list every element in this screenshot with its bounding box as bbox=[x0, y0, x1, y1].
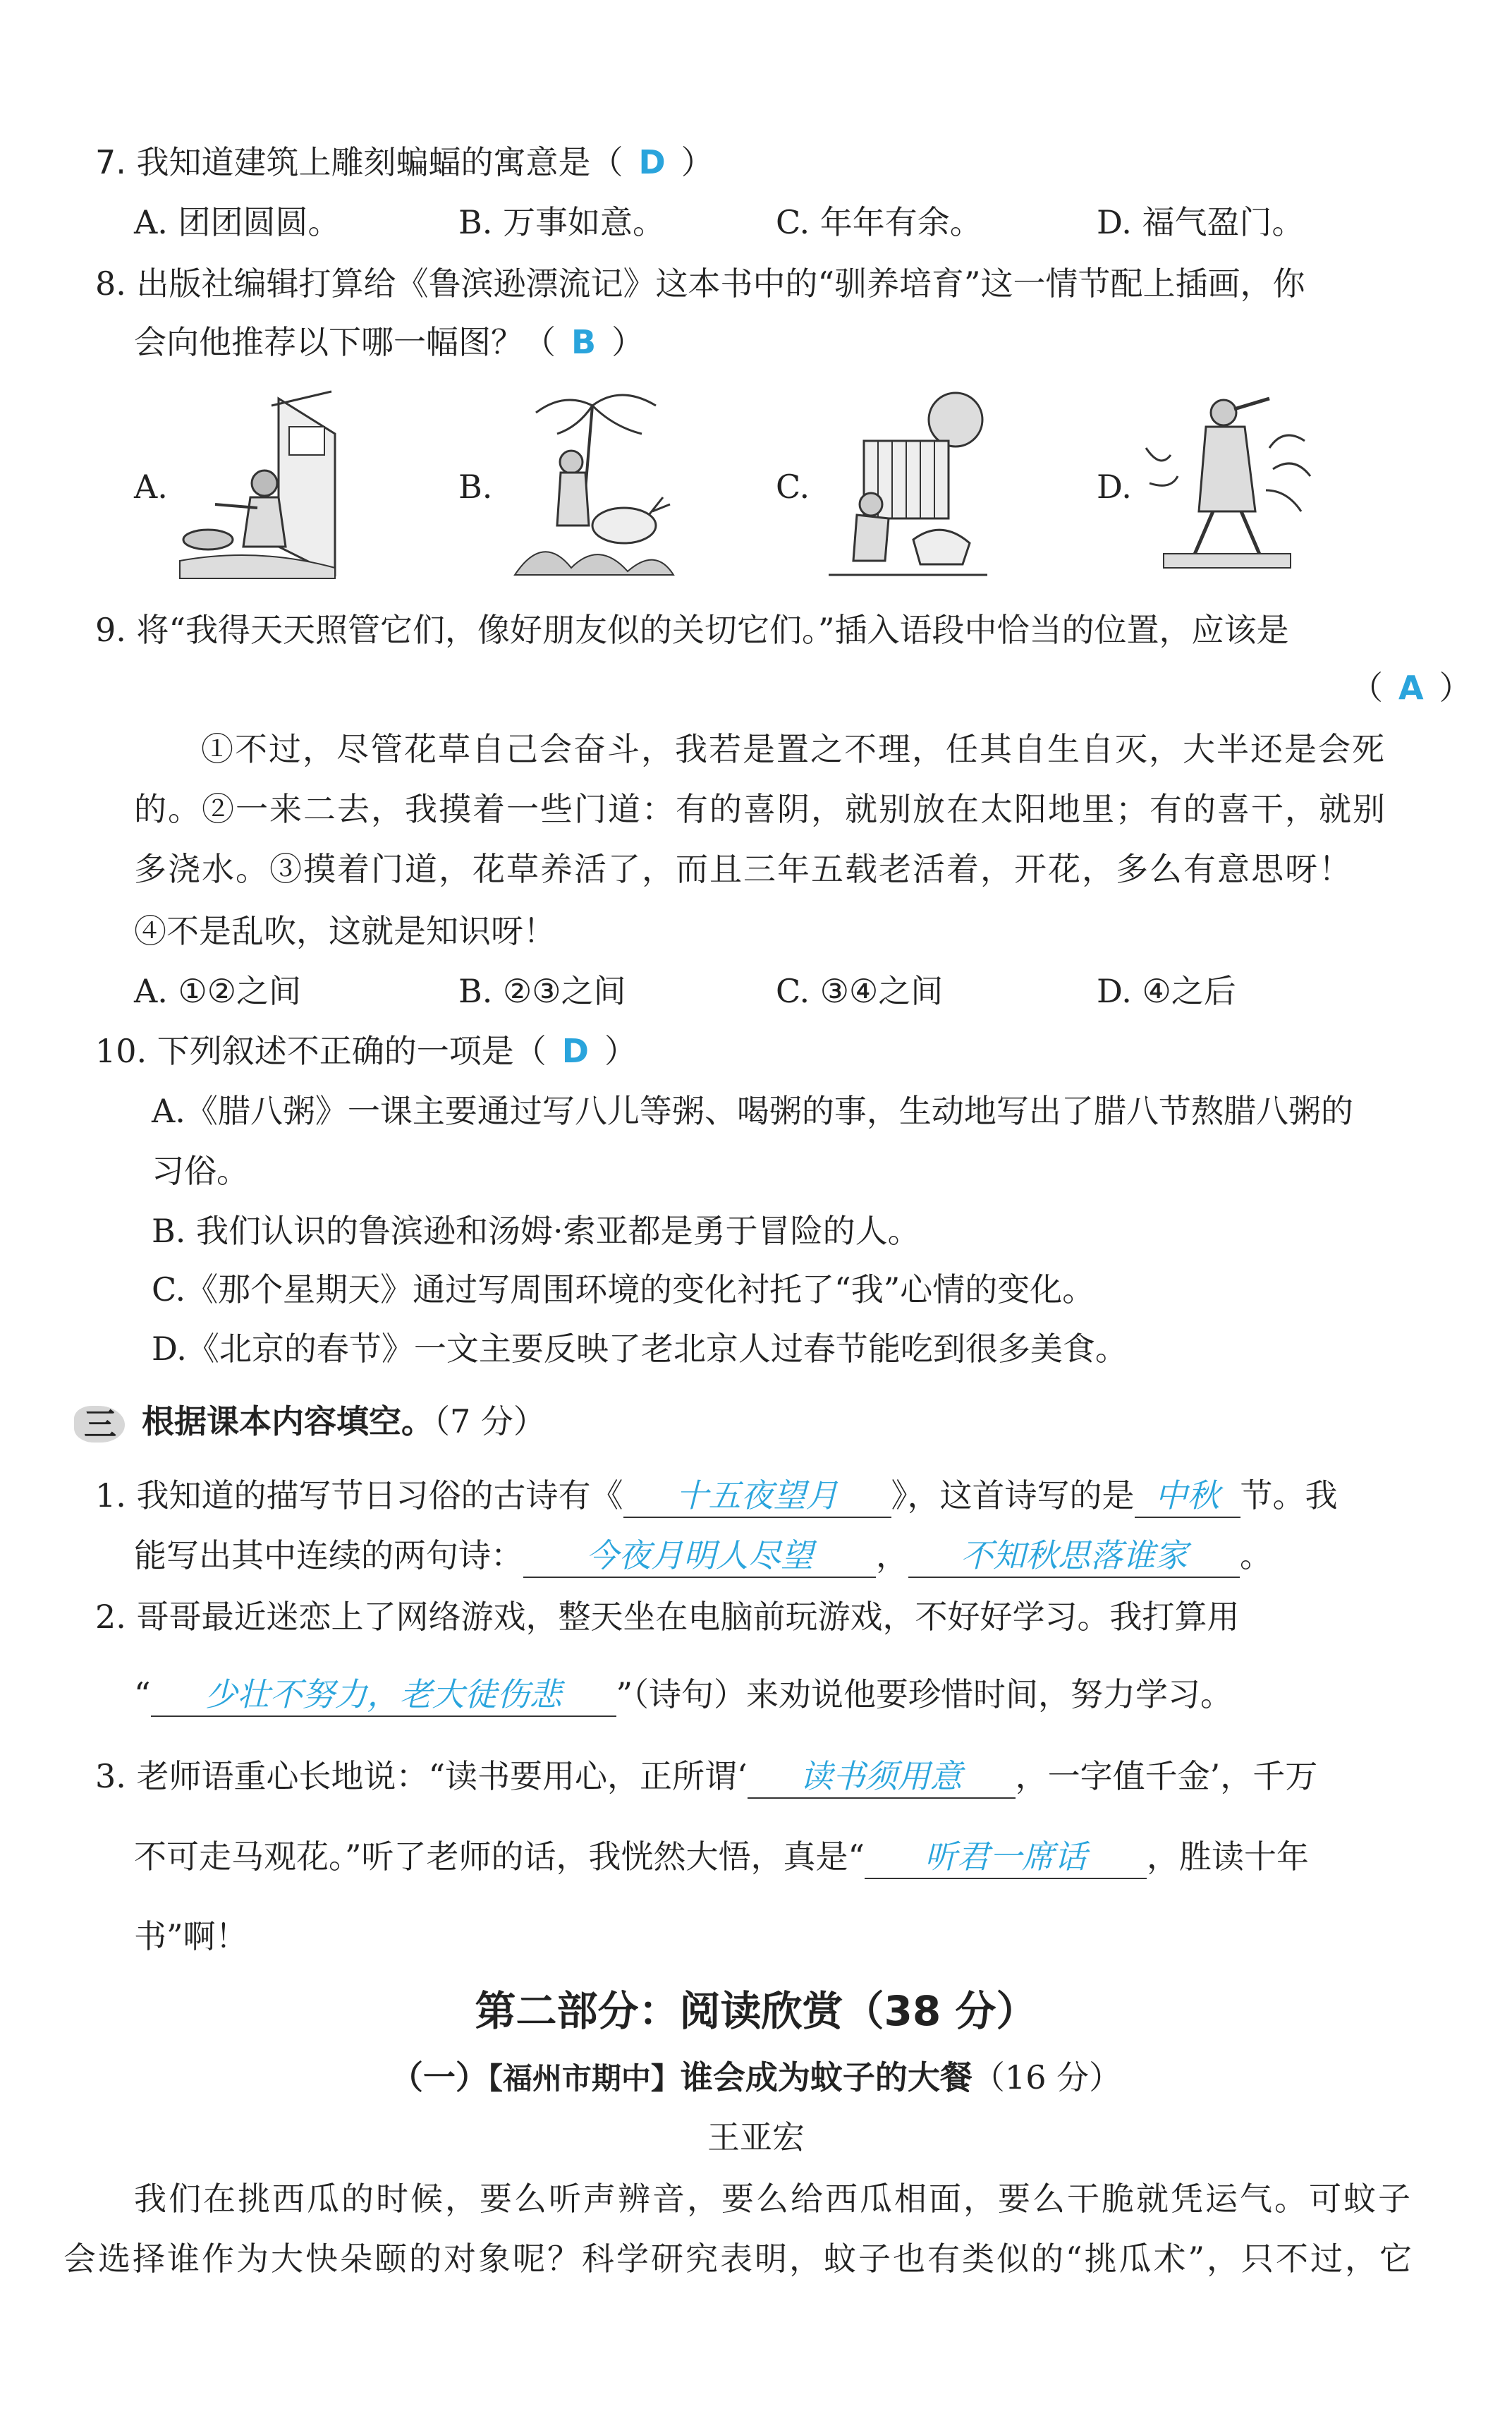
section-badge-number: 三 bbox=[84, 1405, 116, 1443]
q7-stem bbox=[95, 141, 714, 183]
fill1-text-f: 。 bbox=[1240, 1536, 1272, 1574]
fill1-blank-festival: 中秋 bbox=[1135, 1474, 1240, 1518]
q7-option-c: C. 年年有余。 bbox=[776, 203, 982, 241]
part2-paragraph-line-1: 我们在挑西瓜的时候，要么听声辨音，要么给西瓜相面，要么干脆就凭运气。可蚊子 bbox=[134, 2180, 1413, 2218]
q8-label-c: C. bbox=[776, 468, 810, 506]
fill1-text-a: 1. 我知道的描写节日习俗的古诗有《 bbox=[95, 1476, 623, 1514]
q9-answer-line bbox=[1351, 667, 1472, 709]
q7-option-b: B. 万事如意。 bbox=[458, 203, 666, 241]
q8-label-d: D. bbox=[1097, 468, 1132, 506]
q10-option-b: B. 我们认识的鲁滨逊和汤姆·索亚都是勇于冒险的人。 bbox=[152, 1212, 920, 1250]
fill3-text-a: 3. 老师语重心长地说：“读书要用心，正所谓‘ bbox=[95, 1757, 748, 1795]
q7-answer: D bbox=[638, 143, 666, 181]
q9-option-a: A. ①②之间 bbox=[134, 972, 301, 1010]
part2-sub-score: （16 分） bbox=[972, 2058, 1122, 2096]
fill1-blank-verse2: 不知秋思落谁家 bbox=[908, 1534, 1240, 1578]
fill2-blank-verse: 少壮不努力，老大徒伤悲 bbox=[151, 1673, 616, 1717]
part2-sub-title: 谁会成为蚊子的大餐 bbox=[680, 2058, 973, 2096]
fill1-text-b: 》，这首诗写的是 bbox=[891, 1476, 1135, 1514]
q10-close: ） bbox=[604, 1032, 637, 1070]
illustration-c-man-building bbox=[822, 384, 991, 582]
part2-paragraph-line-2: 会选择谁作为大快朵颐的对象呢？科学研究表明，蚊子也有类似的“挑瓜术”，只不过，它 bbox=[63, 2240, 1415, 2278]
illustration-b-man-with-goat bbox=[508, 384, 677, 582]
q10-option-a: A.《腊八粥》一课主要通过写八儿等粥、喝粥的事，生动地写出了腊八节熬腊八粥的 bbox=[152, 1092, 1353, 1130]
q8-line2 bbox=[134, 321, 644, 363]
q10-answer: D bbox=[561, 1032, 589, 1070]
fill2-text-c: ”（诗句）来劝说他要珍惜时间，努力学习。 bbox=[616, 1675, 1233, 1713]
q9-passage-line-2: 的。②一来二去，我摸着一些门道：有的喜阴，就别放在太阳地里；有的喜干，就别 bbox=[134, 790, 1386, 828]
q9-option-d: D. ④之后 bbox=[1097, 972, 1236, 1010]
q7-close: ） bbox=[681, 143, 714, 181]
q9-option-c: C. ③④之间 bbox=[776, 972, 944, 1010]
section3-heading bbox=[74, 1400, 546, 1445]
fill1-line2 bbox=[134, 1534, 1272, 1578]
q8-line2-text: 会向他推荐以下哪一幅图？（ bbox=[134, 323, 556, 361]
q9-option-b: B. ②③之间 bbox=[458, 972, 626, 1010]
q10-stem bbox=[95, 1030, 637, 1072]
q9-passage-line-1: ①不过，尽管花草自己会奋斗，我若是置之不理，任其自生自灭，大半还是会死 bbox=[201, 730, 1386, 768]
q7-stem-text: 7. 我知道建筑上雕刻蝙蝠的寓意是（ bbox=[95, 143, 623, 181]
fill1-blank-verse1: 今夜月明人尽望 bbox=[523, 1534, 876, 1578]
q10-stem-text: 10. 下列叙述不正确的一项是（ bbox=[95, 1032, 547, 1070]
fill1-text-c: 节。我 bbox=[1240, 1476, 1338, 1514]
q10-option-d: D.《北京的春节》一文主要反映了老北京人过春节能吃到很多美食。 bbox=[152, 1330, 1128, 1368]
fill1-text-d: 能写出其中连续的两句诗： bbox=[134, 1536, 523, 1574]
q9-answer-close: ） bbox=[1439, 669, 1472, 707]
q8-answer: B bbox=[571, 323, 597, 361]
fill3-blank-saying2: 听君一席话 bbox=[865, 1835, 1147, 1879]
fill1-line1 bbox=[95, 1474, 1338, 1518]
fill3-blank-saying1: 读书须用意 bbox=[748, 1755, 1016, 1799]
q8-label-a: A. bbox=[134, 468, 168, 506]
fill2-line2 bbox=[134, 1673, 1233, 1717]
fill3-line3: 书”啊！ bbox=[134, 1917, 248, 1955]
q10-option-c: C.《那个星期天》通过写周围环境的变化衬托了“我”心情的变化。 bbox=[152, 1270, 1095, 1308]
part2-title: 第二部分：阅读欣赏（38 分） bbox=[475, 1987, 1037, 2035]
q7-option-d: D. 福气盈门。 bbox=[1097, 203, 1305, 241]
q9-passage-line-3: 多浇水。③摸着门道，花草养活了，而且三年五载老活着，开花，多么有意思呀！ bbox=[134, 850, 1353, 888]
fill1-text-e: ， bbox=[876, 1536, 908, 1574]
q9-answer-open: （ bbox=[1351, 669, 1383, 707]
q7-option-a: A. 团团圆圆。 bbox=[134, 203, 341, 241]
fill3-line2 bbox=[134, 1835, 1309, 1879]
fill3-text-c: 不可走马观花。”听了老师的话，我恍然大悟，真是“ bbox=[134, 1838, 865, 1876]
section3-title: 根据课本内容填空。 bbox=[142, 1402, 434, 1440]
q9-stem: 9. 将“我得天天照管它们，像好朋友似的关切它们。”插入语段中恰当的位置，应该是 bbox=[95, 611, 1289, 649]
q8-line1: 8. 出版社编辑打算给《鲁滨逊漂流记》这本书中的“驯养培育”这一情节配上插画，你 bbox=[95, 265, 1305, 303]
q8-close: ） bbox=[611, 323, 645, 361]
section-badge bbox=[74, 1403, 128, 1445]
q9-answer: A bbox=[1398, 669, 1424, 707]
illustration-d-man-with-telescope bbox=[1142, 384, 1312, 582]
part2-author: 王亚宏 bbox=[707, 2118, 805, 2156]
part2-sub-tag: 【福州市期中】 bbox=[487, 2061, 681, 2096]
fill2-line1: 2. 哥哥最近迷恋上了网络游戏，整天坐在电脑前玩游戏，不好好学习。我打算用 bbox=[95, 1598, 1240, 1636]
q8-label-b: B. bbox=[458, 468, 493, 506]
fill3-line1 bbox=[95, 1755, 1317, 1799]
fill1-blank-poem: 十五夜望月 bbox=[623, 1474, 891, 1518]
q10-option-a-cont: 习俗。 bbox=[152, 1152, 249, 1190]
fill2-text-b: “ bbox=[134, 1675, 151, 1713]
section3-score: （7 分） bbox=[434, 1402, 546, 1440]
illustration-a-man-with-boat bbox=[173, 384, 342, 582]
fill3-text-b: ，一字值千金’，千万 bbox=[1015, 1757, 1318, 1795]
fill3-text-d: ，胜读十年 bbox=[1147, 1838, 1310, 1876]
part2-sub-number: （一） bbox=[390, 2058, 488, 2096]
q9-passage-line-4: ④不是乱吹，这就是知识呀！ bbox=[134, 912, 556, 950]
part2-subheading bbox=[0, 2056, 1512, 2100]
